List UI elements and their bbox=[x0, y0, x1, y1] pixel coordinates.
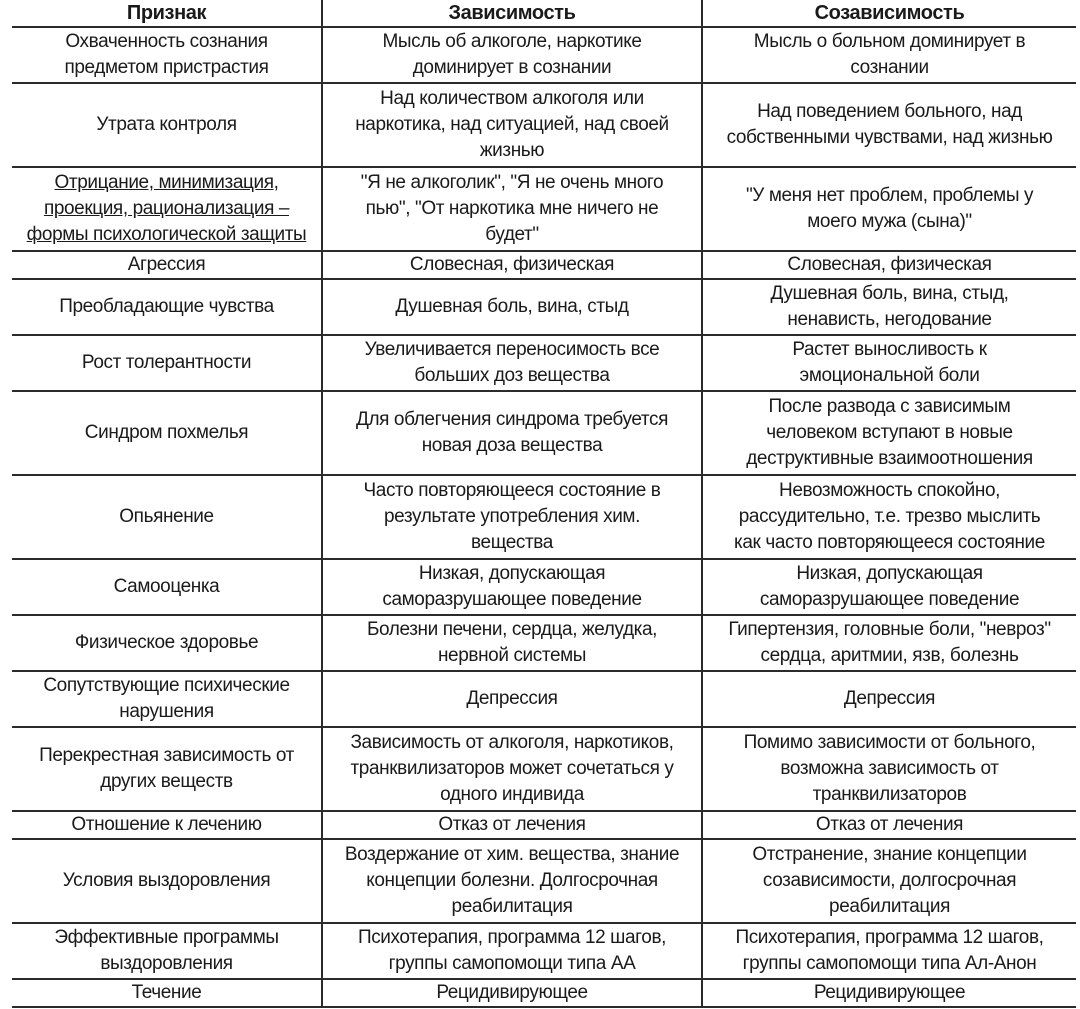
comparison-table-sheet bbox=[12, 0, 1076, 1007]
header-codependency: Созависимость bbox=[702, 0, 1076, 27]
row-addiction: Низкая, допускающая саморазрушающее поведение bbox=[322, 559, 702, 615]
table-row bbox=[12, 671, 1076, 727]
comparison-table bbox=[12, 0, 1076, 1008]
row-addiction: Рецидивирующее bbox=[322, 979, 702, 1007]
table-row bbox=[12, 615, 1076, 671]
row-addiction: Мысль об алкоголе, наркотике доминирует в сознании bbox=[322, 27, 702, 83]
row-addiction: "Я не алкоголик", "Я не очень много пью", "От наркотика мне ничего не будет" bbox=[322, 167, 702, 251]
row-addiction: Отказ от лечения bbox=[322, 811, 702, 839]
row-codependency: Отстранение, знание концепции созависимости, долгосрочная реабилитация bbox=[702, 839, 1076, 923]
table-row bbox=[12, 839, 1076, 923]
row-codependency: Рецидивирующее bbox=[702, 979, 1076, 1007]
table-row bbox=[12, 559, 1076, 615]
row-addiction: Над количеством алкоголя или наркотика, над ситуацией, над своей жизнью bbox=[322, 83, 702, 167]
row-sign: Отношение к лечению bbox=[12, 811, 322, 839]
row-codependency: Гипертензия, головные боли, "невроз" сердца, аритмии, язв, болезнь bbox=[702, 615, 1076, 671]
row-codependency: Низкая, допускающая саморазрушающее поведение bbox=[702, 559, 1076, 615]
row-sign: Утрата контроля bbox=[12, 83, 322, 167]
table-row bbox=[12, 811, 1076, 839]
row-codependency: Психотерапия, программа 12 шагов, группы самопомощи типа Ал-Анон bbox=[702, 923, 1076, 979]
row-codependency: Душевная боль, вина, стыд, ненависть, негодование bbox=[702, 279, 1076, 335]
table-row bbox=[12, 27, 1076, 83]
table-row bbox=[12, 923, 1076, 979]
row-codependency: Мысль о больном доминирует в сознании bbox=[702, 27, 1076, 83]
row-sign: Отрицание, минимизация, проекция, рационализация – формы психологической защиты bbox=[12, 167, 322, 251]
table-row bbox=[12, 83, 1076, 167]
header-addiction: Зависимость bbox=[322, 0, 702, 27]
row-codependency: Растет выносливость к эмоциональной боли bbox=[702, 335, 1076, 391]
row-sign: Рост толерантности bbox=[12, 335, 322, 391]
row-codependency: Словесная, физическая bbox=[702, 251, 1076, 279]
table-row bbox=[12, 279, 1076, 335]
row-sign: Охваченность сознания предметом пристрастия bbox=[12, 27, 322, 83]
row-addiction: Воздержание от хим. вещества, знание концепции болезни. Долгосрочная реабилитация bbox=[322, 839, 702, 923]
row-sign: Условия выздоровления bbox=[12, 839, 322, 923]
row-sign: Синдром похмелья bbox=[12, 391, 322, 475]
table-row bbox=[12, 335, 1076, 391]
row-sign: Преобладающие чувства bbox=[12, 279, 322, 335]
row-codependency: "У меня нет проблем, проблемы у моего мужа (сына)" bbox=[702, 167, 1076, 251]
table-row bbox=[12, 727, 1076, 811]
row-addiction: Часто повторяющееся состояние в результате употребления хим. вещества bbox=[322, 475, 702, 559]
table-header bbox=[12, 0, 1076, 27]
row-addiction: Болезни печени, сердца, желудка, нервной системы bbox=[322, 615, 702, 671]
row-sign: Течение bbox=[12, 979, 322, 1007]
table-row bbox=[12, 475, 1076, 559]
row-sign: Перекрестная зависимость от других веществ bbox=[12, 727, 322, 811]
row-codependency: Депрессия bbox=[702, 671, 1076, 727]
row-codependency: Невозможность спокойно, рассудительно, т.е. трезво мыслить как часто повторяющееся состояние bbox=[702, 475, 1076, 559]
row-addiction: Увеличивается переносимость все больших доз вещества bbox=[322, 335, 702, 391]
row-addiction: Психотерапия, программа 12 шагов, группы самопомощи типа АА bbox=[322, 923, 702, 979]
row-sign: Агрессия bbox=[12, 251, 322, 279]
row-codependency: Отказ от лечения bbox=[702, 811, 1076, 839]
table-row bbox=[12, 251, 1076, 279]
row-sign: Эффективные программы выздоровления bbox=[12, 923, 322, 979]
row-addiction: Депрессия bbox=[322, 671, 702, 727]
row-addiction: Зависимость от алкоголя, наркотиков, транквилизаторов может сочетаться у одного индивида bbox=[322, 727, 702, 811]
table-body bbox=[12, 27, 1076, 1007]
row-codependency: Над поведением больного, над собственными чувствами, над жизнью bbox=[702, 83, 1076, 167]
row-sign: Сопутствующие психические нарушения bbox=[12, 671, 322, 727]
row-sign: Самооценка bbox=[12, 559, 322, 615]
row-addiction: Словесная, физическая bbox=[322, 251, 702, 279]
table-row bbox=[12, 391, 1076, 475]
row-addiction: Для облегчения синдрома требуется новая доза вещества bbox=[322, 391, 702, 475]
row-codependency: После развода с зависимым человеком вступают в новые деструктивные взаимоотношения bbox=[702, 391, 1076, 475]
header-row bbox=[12, 0, 1076, 27]
row-addiction: Душевная боль, вина, стыд bbox=[322, 279, 702, 335]
row-sign: Опьянение bbox=[12, 475, 322, 559]
row-codependency: Помимо зависимости от больного, возможна зависимость от транквилизаторов bbox=[702, 727, 1076, 811]
row-sign: Физическое здоровье bbox=[12, 615, 322, 671]
table-row bbox=[12, 167, 1076, 251]
table-row bbox=[12, 979, 1076, 1007]
header-sign: Признак bbox=[12, 0, 322, 27]
